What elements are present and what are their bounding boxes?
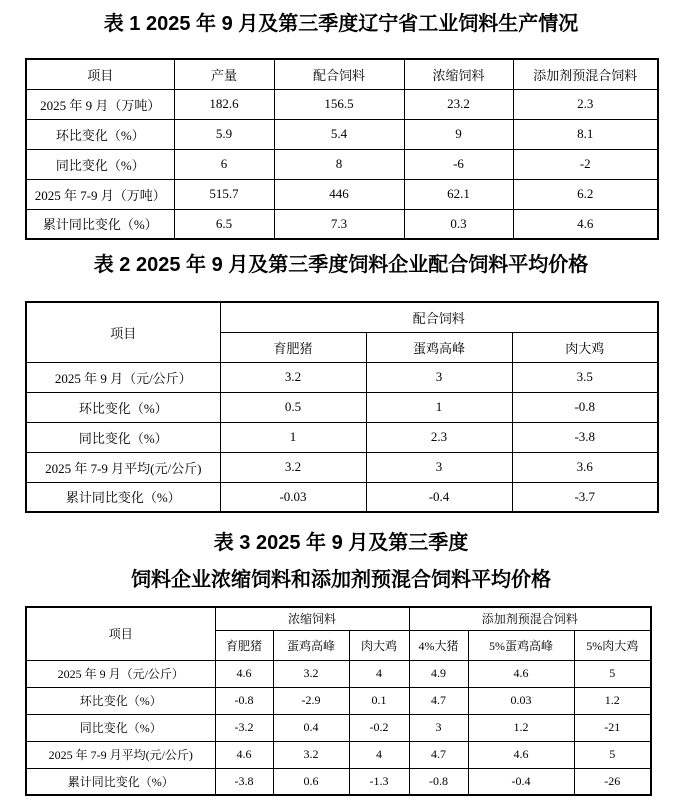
table-cell: 8 [274, 149, 404, 179]
table-cell: 4.9 [409, 660, 468, 687]
table3-title-line2: 饲料企业浓缩饲料和添加剂预混合饲料平均价格 [131, 569, 551, 591]
table2-corner-header: 项目 [26, 302, 220, 362]
table-cell: 4.6 [468, 741, 574, 768]
table1-col-header: 配合饲料 [274, 59, 404, 89]
table-cell: 4.7 [409, 687, 468, 714]
table-cell: 3.2 [220, 362, 366, 392]
row-label: 环比变化（%） [26, 687, 215, 714]
table-cell: -3.8 [512, 422, 658, 452]
row-label: 2025 年 7-9 月（万吨） [26, 179, 174, 209]
table-cell: 1.2 [468, 714, 574, 741]
table-cell: -2.9 [273, 687, 349, 714]
table-cell: 5 [574, 741, 651, 768]
table1 [25, 58, 659, 240]
table3 [25, 606, 652, 796]
table-cell: -0.03 [220, 482, 366, 512]
table-cell: 6 [174, 149, 274, 179]
table3-group-header-concentrate: 浓缩饲料 [215, 607, 409, 630]
table3-sub-col-header: 5%肉大鸡 [574, 630, 651, 660]
table-cell: -3.2 [215, 714, 273, 741]
table-cell: -0.4 [366, 482, 512, 512]
table-row [26, 452, 658, 482]
table-row [26, 482, 658, 512]
table-cell: 0.03 [468, 687, 574, 714]
table1-col-header: 添加剂预混合饲料 [513, 59, 658, 89]
table-cell: -0.4 [468, 768, 574, 795]
table-cell: 0.6 [273, 768, 349, 795]
table-row [26, 392, 658, 422]
table2-sub-col-header: 肉大鸡 [512, 332, 658, 362]
table-cell: 446 [274, 179, 404, 209]
table-row [26, 714, 651, 741]
table-cell: 3 [366, 452, 512, 482]
table-cell: -2 [513, 149, 658, 179]
table-cell: 0.5 [220, 392, 366, 422]
table-cell: -0.8 [512, 392, 658, 422]
table-row [26, 89, 658, 119]
table-cell: 6.2 [513, 179, 658, 209]
row-label: 2025 年 7-9 月平均(元/公斤) [26, 452, 220, 482]
table-cell: 9 [404, 119, 513, 149]
table-cell: 7.3 [274, 209, 404, 239]
table-cell: 1 [366, 392, 512, 422]
table-cell: 1.2 [574, 687, 651, 714]
table-cell: 4.6 [215, 741, 273, 768]
table-row [26, 119, 658, 149]
table3-sub-col-header: 肉大鸡 [349, 630, 409, 660]
table-cell: 8.1 [513, 119, 658, 149]
table-cell: -1.3 [349, 768, 409, 795]
table-row [26, 179, 658, 209]
table-row [26, 422, 658, 452]
table2 [25, 301, 659, 513]
table1-col-header: 产量 [174, 59, 274, 89]
row-label: 累计同比变化（%） [26, 482, 220, 512]
table1-col-header: 项目 [26, 59, 174, 89]
table-cell: 182.6 [174, 89, 274, 119]
table-cell: 0.4 [273, 714, 349, 741]
table-cell: -0.2 [349, 714, 409, 741]
table1-title: 表 1 2025 年 9 月及第三季度辽宁省工业饲料生产情况 [103, 13, 579, 35]
table-cell: 4.7 [409, 741, 468, 768]
row-label: 2025 年 9 月（元/公斤） [26, 660, 215, 687]
table-cell: -26 [574, 768, 651, 795]
table-cell: 3.2 [273, 741, 349, 768]
table-cell: -0.8 [215, 687, 273, 714]
table-row [26, 149, 658, 179]
table-cell: 5.4 [274, 119, 404, 149]
table-cell: 2.3 [513, 89, 658, 119]
table2-sub-col-header: 育肥猪 [220, 332, 366, 362]
row-label: 2025 年 9 月（元/公斤） [26, 362, 220, 392]
row-label: 环比变化（%） [26, 119, 174, 149]
row-label: 2025 年 9 月（万吨） [26, 89, 174, 119]
table-row [26, 741, 651, 768]
table-cell: -0.8 [409, 768, 468, 795]
table-row [26, 362, 658, 392]
table3-sub-col-header: 育肥猪 [215, 630, 273, 660]
table2-sub-col-header: 蛋鸡高峰 [366, 332, 512, 362]
row-label: 累计同比变化（%） [26, 768, 215, 795]
table-cell: 1 [220, 422, 366, 452]
table3-corner-header: 项目 [26, 607, 215, 660]
table-row [26, 209, 658, 239]
row-label: 累计同比变化（%） [26, 209, 174, 239]
table-cell: 5 [574, 660, 651, 687]
table-cell: 62.1 [404, 179, 513, 209]
table-row [26, 768, 651, 795]
table-cell: 4 [349, 741, 409, 768]
table-cell: 4.6 [215, 660, 273, 687]
table3-title-line1: 表 3 2025 年 9 月及第三季度 [213, 532, 469, 554]
table3-sub-col-header: 4%大猪 [409, 630, 468, 660]
table-cell: 5.9 [174, 119, 274, 149]
table-row [26, 687, 651, 714]
table-cell: 2.3 [366, 422, 512, 452]
table2-group-header: 配合饲料 [220, 302, 658, 332]
table2-title: 表 2 2025 年 9 月及第三季度饲料企业配合饲料平均价格 [93, 254, 589, 276]
table1-header-row [26, 59, 658, 89]
table-cell: 3.5 [512, 362, 658, 392]
table-cell: 23.2 [404, 89, 513, 119]
table-cell: 4 [349, 660, 409, 687]
table-cell: -21 [574, 714, 651, 741]
table-cell: 4.6 [468, 660, 574, 687]
table-cell: 515.7 [174, 179, 274, 209]
table-cell: 4.6 [513, 209, 658, 239]
table1-col-header: 浓缩饲料 [404, 59, 513, 89]
table-cell: 156.5 [274, 89, 404, 119]
table-cell: -6 [404, 149, 513, 179]
table-cell: 3.2 [220, 452, 366, 482]
table-cell: 0.3 [404, 209, 513, 239]
row-label: 2025 年 7-9 月平均(元/公斤) [26, 741, 215, 768]
table-cell: 6.5 [174, 209, 274, 239]
table3-sub-col-header: 蛋鸡高峰 [273, 630, 349, 660]
table-cell: 3 [366, 362, 512, 392]
table-cell: -3.7 [512, 482, 658, 512]
table3-sub-col-header: 5%蛋鸡高峰 [468, 630, 574, 660]
row-label: 同比变化（%） [26, 714, 215, 741]
table-cell: 0.1 [349, 687, 409, 714]
row-label: 环比变化（%） [26, 392, 220, 422]
table3-group-header-row [26, 607, 651, 630]
table-row [26, 660, 651, 687]
table2-group-header-row [26, 302, 658, 332]
table3-group-header-premix: 添加剂预混合饲料 [409, 607, 651, 630]
table-cell: 3.6 [512, 452, 658, 482]
table-cell: -3.8 [215, 768, 273, 795]
row-label: 同比变化（%） [26, 149, 174, 179]
row-label: 同比变化（%） [26, 422, 220, 452]
table-cell: 3.2 [273, 660, 349, 687]
table-cell: 3 [409, 714, 468, 741]
